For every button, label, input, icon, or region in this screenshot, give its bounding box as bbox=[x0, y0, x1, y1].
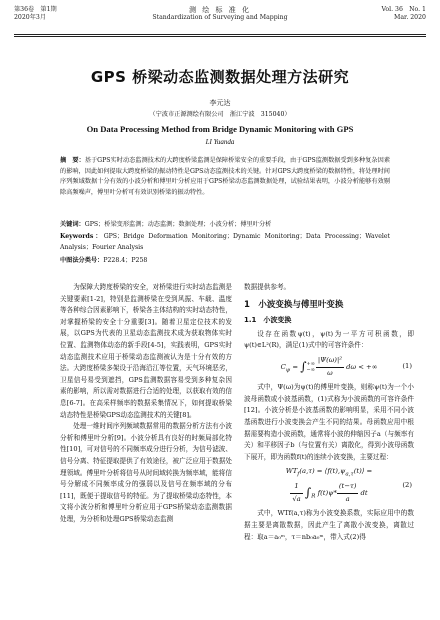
paper-title-zh: GPS 桥梁动态监测数据处理方法研究 bbox=[90, 68, 350, 86]
clc-label: 中图法分类号： bbox=[60, 257, 104, 264]
abstract-text: 基于GPS实时动态监测技术的大跨度桥梁监测是保障桥梁安全的重要手段，由于GPS监测数据受到多种复杂因素的影响，因此如何提取大跨度桥梁的振动特性是GPS动态监测技术的关键。针对GPS大跨度桥梁的数据特性，将处理时间序列频域数据十分有效的小波分析和傅里叶分析应用于GPS桥梁动态监测数据处理，试验结果表明，小波分析能够有效剔除高频噪声，傅里叶分析可有效识别桥梁的振动特性。 bbox=[60, 157, 391, 196]
author-zh: 李元达 bbox=[209, 99, 231, 107]
clc-text: P228.4；P258 bbox=[103, 257, 148, 264]
clc-number bbox=[60, 256, 390, 267]
intro-paragraph-2: 处理一维时间序列频域数据常用的数据分析方法有小波分析和傅里叶分析[9]。小波分析具有良好的时频局部化特性[10]，可对信号的不同频率成分进行分析，为信号滤波、信号分离、特征提取提供了有效途径，被广泛应用于数据处理领域。傅里叶分析将信号从时间域转换为频率域，能将信号分解成不同频率成分的强弱以及信号在频率域的分布[11]，既便于提取信号的特征。为了提取桥梁动态特性，本文将小波分析和傅里叶分析应用于GPS桥梁动态监测数据处理，为分析和处理GPS桥梁动态监测 bbox=[60, 422, 232, 523]
keywords-en bbox=[60, 232, 390, 253]
header-rule bbox=[14, 34, 426, 35]
right-column bbox=[244, 282, 414, 543]
keywords bbox=[60, 220, 390, 231]
equation-1-number: (1) bbox=[402, 362, 412, 371]
wavelet-paragraph-2: 式中，Ψ(ω)为ψ(t)的傅里叶变换，则称ψ(t)为一个小波母函数或小波基函数，(1)式称为小波函数的可容许条件[12]。小波分析是小波基函数的影响明显，采用不同小波基函数进行小波变换会产生不同的结果。母函数应用中根据需要构造小波函数，通常将小波的伸缩因子a（与频率有关）和平移因子b（与位置有关）离散化，得到小波母函数下展开，即为函数f(t)的连续小波变换，主要过程： bbox=[244, 383, 414, 461]
abstract bbox=[60, 156, 390, 198]
subsection-heading-1-1: 1.1 小波变换 bbox=[244, 316, 292, 325]
keywords-label: 关键词： bbox=[60, 221, 85, 228]
keywords-en-label: Keywords： bbox=[60, 233, 104, 240]
wavelet-paragraph-1: 设存在函数ψ(t)，ψ(t)为一平方可积函数，即ψ(t)∈L²(R)，满足(1)式中的可容许条件： bbox=[244, 329, 414, 350]
section-heading-1: 1 小波变换与傅里叶变换 bbox=[244, 299, 344, 310]
author-en: LI Yuanda bbox=[205, 138, 235, 146]
journal-name-en: Standardization of Surveying and Mapping bbox=[152, 14, 288, 21]
equation-2: $WT_f(a,\tau)$ = $⟨f(t),\psi_{a,\tau}(t)⟩$ = $\frac{1}{√a}$ $\int_R$ f(t)ψ* $\frac{(t-\tau)}{a}$ dt (2) bbox=[285, 467, 412, 503]
keywords-text: GPS；桥梁变形监测；动态监测；数据处理；小波分析；傅里叶分析 bbox=[84, 221, 272, 228]
abstract-label: 摘 要： bbox=[60, 157, 85, 164]
volume-zh: 第36卷 第1期 bbox=[14, 6, 57, 13]
affiliation: （宁波市正源测绘有限公司 浙江宁波 315040） bbox=[149, 111, 291, 118]
header-center bbox=[14, 6, 426, 22]
header-right bbox=[382, 6, 427, 22]
volume-en: Vol. 36 No. 1 bbox=[381, 6, 426, 13]
intro-paragraph-1: 为保障大跨度桥梁的安全，对桥梁进行实时动态监测是关键要素[1-2]，特别是监测桥梁在受到风振、车载、温度等各种综合因素影响下，桥梁各主体结构的实时动态特性，对掌握桥梁的安全十分重要[3]。随着卫星定位技术的发展，以GPS为代表的卫星动态监测技术成为获取物体实时位置、监测物体动态的新手段[4-5]，实践表明，GPS实时动态监测技术应用于桥梁动态监测被认为是十分有效的方法。大跨度桥梁多架设于沿海沿江等位置，天气环境恶劣，卫星信号易受到遮挡，GPS监测数据容易受到多种复杂因素的影响，所以需对数据进行合适的处理，以获取有效的信息[6-7]。在高采样频率的数据采集情况下，如何提取桥梁动态特性是桥梁GPS动态监测技术的关键[8]。 bbox=[60, 283, 232, 419]
paper-title-en: On Data Processing Method from Bridge Dynamic Monitoring with GPS bbox=[86, 124, 354, 134]
wavelet-paragraph-3: 式中，WTf(a,τ)称为小波变换系数，实际应用中的数据主要是离散数据，因此产生了离散小波变换，离散过程：取a＝a₀ᵐ，τ＝nb₀a₀ᵐ，带入式(2)得 bbox=[244, 509, 414, 541]
equation-1: $C_\psi$ = ∫+∞ −∞ $\frac{\text{|Ψ(ω)|²}}{\omega}$ dω < +∞ (1) bbox=[280, 355, 412, 377]
left-column bbox=[60, 282, 232, 525]
continued-text: 数据提供参考。 bbox=[244, 283, 291, 291]
running-header bbox=[14, 6, 426, 34]
date-en: Mar. 2020 bbox=[394, 14, 426, 21]
keywords-en-text: GPS；Bridge Deformation Monitoring；Dynamic Monitoring；Data Processing；Wavelet Analysis；Fourier Analysis bbox=[60, 233, 390, 251]
equation-2-number: (2) bbox=[402, 481, 412, 490]
header-rule-thin bbox=[14, 36, 426, 37]
date-zh: 2020年3月 bbox=[14, 14, 47, 21]
journal-name-zh: 测 绘 标 准 化 bbox=[189, 6, 251, 14]
